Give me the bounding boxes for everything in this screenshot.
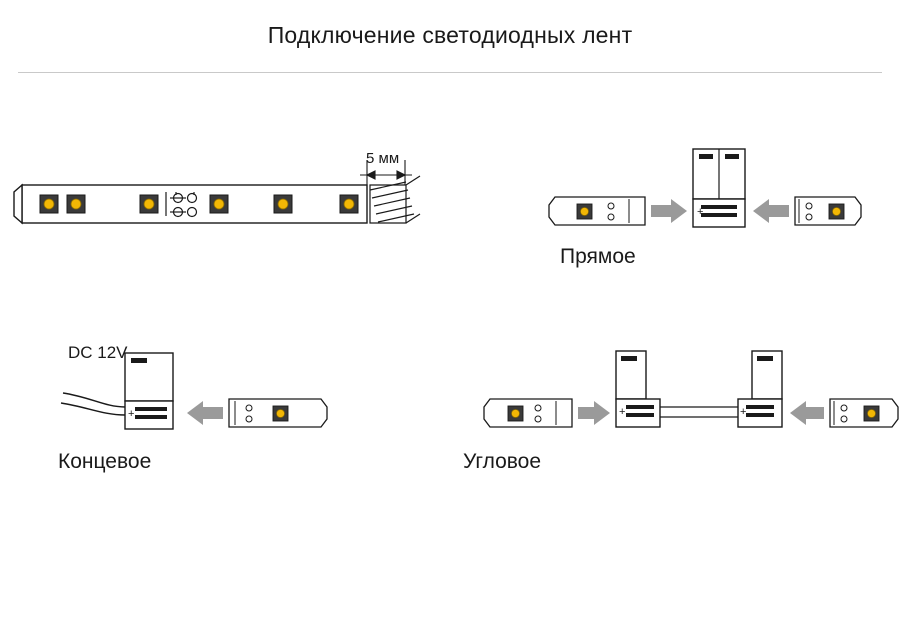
caption-end: Концевое bbox=[58, 450, 152, 473]
connector-body-corner-right bbox=[738, 351, 782, 427]
arrow-right-corner bbox=[790, 401, 824, 425]
strip-left-corner bbox=[484, 399, 572, 427]
caption-straight: Прямое bbox=[560, 245, 636, 268]
arrow-right-to-connector bbox=[753, 199, 789, 223]
svg-text:+: + bbox=[740, 406, 747, 418]
svg-text:+: + bbox=[128, 408, 135, 420]
strip-end bbox=[229, 399, 327, 427]
arrow-strip-to-connector bbox=[187, 401, 223, 425]
caption-corner: Угловое bbox=[463, 450, 542, 473]
svg-text:+: + bbox=[619, 406, 626, 418]
arrow-left-corner bbox=[578, 401, 610, 425]
strip-left bbox=[549, 197, 645, 225]
connector-body-corner-left bbox=[616, 351, 660, 427]
power-wires bbox=[61, 393, 125, 415]
connector-body-end bbox=[125, 353, 173, 429]
strip-right bbox=[795, 197, 861, 225]
corner-wires bbox=[660, 407, 738, 417]
svg-text:+: + bbox=[697, 206, 704, 218]
arrow-left-to-connector bbox=[651, 199, 687, 223]
connector-body-straight bbox=[693, 149, 745, 227]
cut-length-label: 5 мм bbox=[366, 150, 400, 167]
strip-right-corner bbox=[830, 399, 898, 427]
scissors-icon bbox=[370, 176, 420, 223]
title-divider bbox=[18, 72, 882, 73]
page-title: Подключение светодиодных лент bbox=[267, 22, 633, 48]
straight-connector-figure bbox=[545, 135, 865, 245]
corner-connector-figure bbox=[480, 345, 900, 455]
power-label: DC 12V bbox=[68, 343, 128, 362]
